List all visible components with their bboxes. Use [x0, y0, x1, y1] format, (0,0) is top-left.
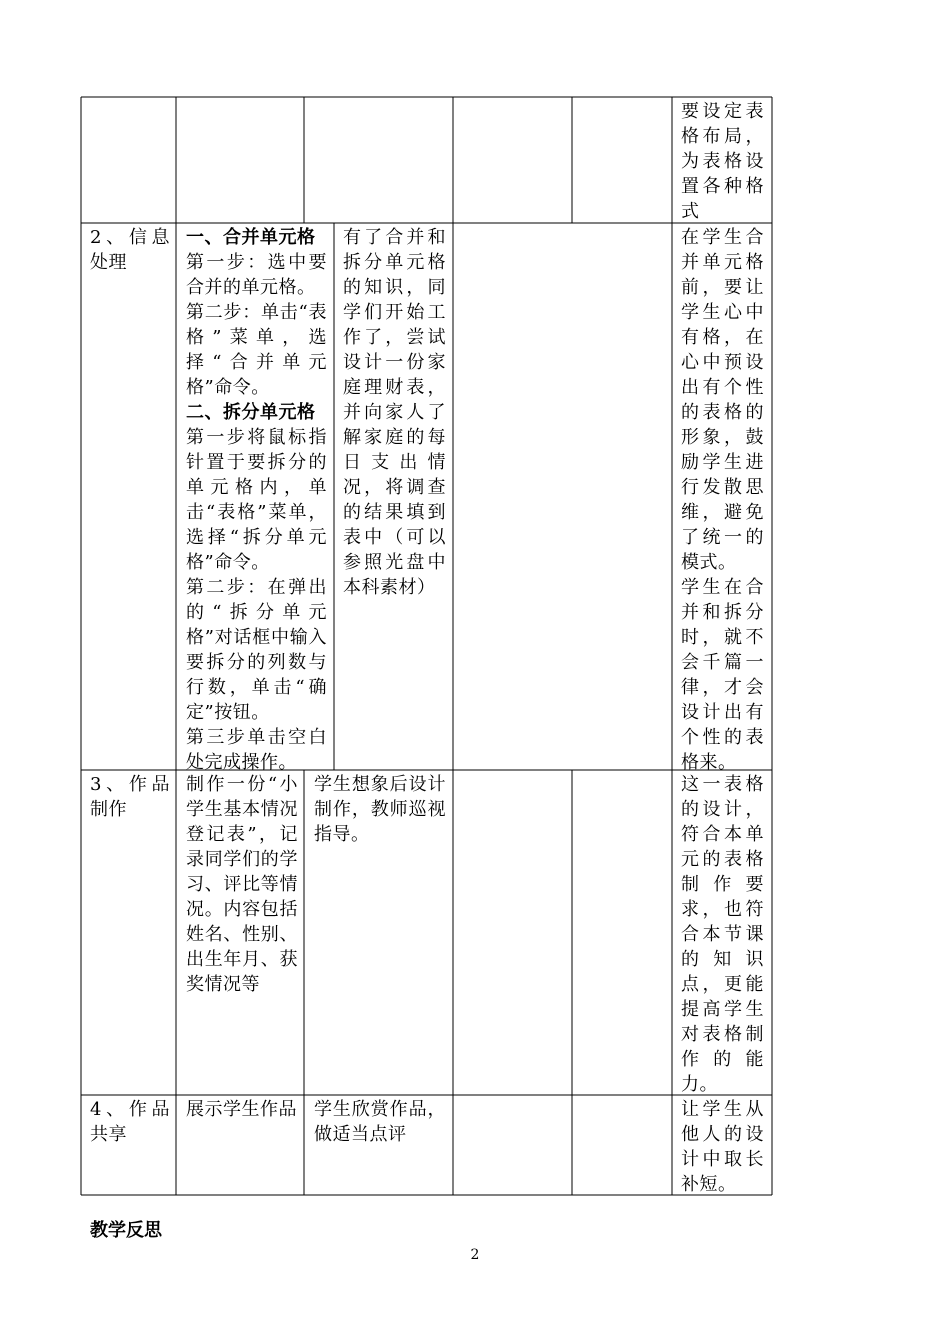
row3-activity: 学生想象后设计制作，教师巡视指导。 [314, 774, 446, 845]
row4-note: 让学生从他人的设计中取长补短。 [681, 1099, 764, 1195]
row4-stage: 4、作品共享 [90, 1099, 170, 1145]
row2-activity-cell [343, 225, 446, 600]
row1-note: 要设定表格布局，为表格设置各种格式 [681, 101, 764, 222]
row2-stage: 2、信息处理 [90, 227, 170, 273]
split-step-1: 第一步将鼠标指针置于要拆分的单元格内，单击“表格”菜单，选择“拆分单元格”命令。 [186, 427, 327, 573]
row4-content: 展示学生作品 [186, 1099, 297, 1120]
row3-content: 制作一份“小学生基本情况登记表”，记录同学们的学习、评比等情况。内容包括姓名、性别、出生年月、获奖情况等 [186, 774, 298, 995]
split-step-3: 第三步单击空白处完成操作。 [186, 727, 327, 773]
row3-note-cell [681, 772, 764, 1097]
row3-stage: 3、作品制作 [90, 774, 170, 820]
row2-content-cell [186, 225, 327, 775]
row2-activity: 有了合并和拆分单元格的知识，同学们开始工作了，尝试设计一份家庭理财表，并向家人了解家庭的每日支出情况，将调查的结果填到表中（可以参照光盘中本科素材） [343, 227, 446, 598]
merge-cells-heading: 一、合并单元格 [186, 227, 316, 248]
row2-note-cell [681, 225, 764, 775]
teaching-reflection-heading: 教学反思 [90, 1220, 162, 1241]
row1-note-cell [681, 99, 764, 224]
row4-activity: 学生欣赏作品，做适当点评 [314, 1099, 446, 1145]
row3-activity-cell [314, 772, 446, 847]
row4-activity-cell [314, 1097, 446, 1147]
row4-content-cell [186, 1097, 298, 1122]
row4-stage-cell [90, 1097, 170, 1147]
row3-note: 这一表格的设计，符合本单元的表格制作要求，也符合本节课的知识点，更能提高学生对表格制作的能力。 [681, 774, 764, 1095]
row4-note-cell [681, 1097, 764, 1197]
row3-content-cell [186, 772, 298, 997]
row3-stage-cell [90, 772, 170, 822]
split-step-2: 第二步：在弹出的“拆分单元格”对话框中输入要拆分的列数与行数，单击“确定”按钮。 [186, 577, 327, 723]
row2-note-2: 学生在合并和拆分时，就不会千篇一律，才会设计出有个性的表格来。 [681, 577, 764, 773]
merge-step-2: 第二步：单击“表格”菜单，选择“合并单元格”命令。 [186, 302, 327, 398]
row2-note-1: 在学生合并单元格前，要让学生心中有格，在心中预设出有个性的表格的形象，鼓励学生进行发散思维，避免了统一的模式。 [681, 227, 764, 573]
merge-step-1: 第一步：选中要合并的单元格。 [186, 252, 327, 298]
page-number: 2 [470, 1247, 480, 1263]
split-cells-heading: 二、拆分单元格 [186, 402, 316, 423]
row2-stage-cell [90, 225, 170, 275]
